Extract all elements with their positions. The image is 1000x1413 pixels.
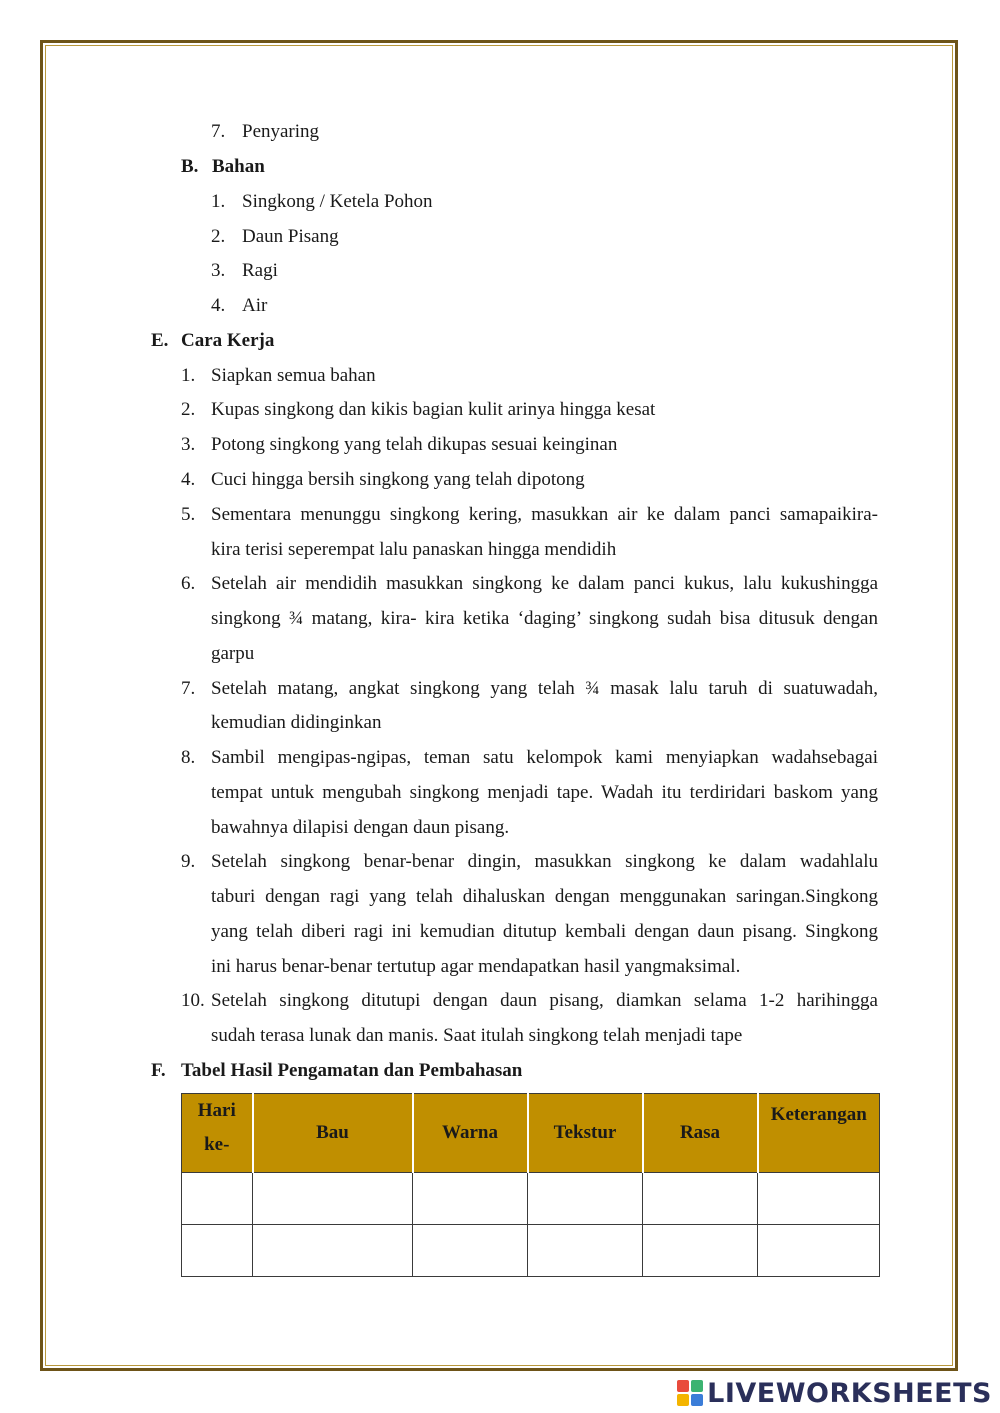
material-number: 1. (211, 191, 226, 212)
material-number: 2. (211, 226, 226, 247)
section-e-title: Cara Kerja (181, 330, 275, 351)
table-cell[interactable] (182, 1225, 253, 1277)
material-number: 4. (211, 295, 226, 316)
table-cell[interactable] (643, 1225, 758, 1277)
step-number: 9. (181, 851, 196, 872)
section-b-label: B. (181, 156, 199, 177)
material-item: Air (242, 295, 268, 316)
table-cell[interactable] (758, 1225, 880, 1277)
step-number: 3. (181, 434, 196, 455)
header-color: Warna (413, 1094, 528, 1173)
step-text: Sambil mengipas-ngipas, teman satu kelompok kami menyiapkan wadahsebagai (211, 747, 878, 768)
step-text: Sementara menunggu singkong kering, masukkan air ke dalam panci samapaikira- (211, 504, 878, 525)
step-text: kemudian didinginkan (211, 712, 382, 733)
section-b-title: Bahan (212, 156, 265, 177)
step-text: ini harus benar-benar tertutup agar mendapatkan hasil yangmaksimal. (211, 956, 741, 977)
step-text: garpu (211, 643, 255, 664)
step-text: Setelah air mendidih masukkan singkong ke dalam panci kukus, lalu kukushingga (211, 573, 878, 594)
header-smell: Bau (253, 1094, 413, 1173)
step-number: 8. (181, 747, 196, 768)
table-cell[interactable] (528, 1173, 643, 1225)
step-number: 1. (181, 365, 196, 386)
header-texture: Tekstur (528, 1094, 643, 1173)
table-cell[interactable] (413, 1173, 528, 1225)
step-text: Setelah singkong benar-benar dingin, masukkan singkong ke dalam wadahlalu (211, 851, 878, 872)
step-number: 2. (181, 399, 196, 420)
liveworksheets-brand[interactable] (677, 1376, 992, 1410)
step-text: bawahnya dilapisi dengan daun pisang. (211, 817, 510, 838)
header-taste: Rasa (643, 1094, 758, 1173)
material-item: Singkong / Ketela Pohon (242, 191, 433, 212)
table-header-row (182, 1094, 880, 1173)
tool-number: 7. (211, 121, 226, 142)
table-cell[interactable] (413, 1225, 528, 1277)
material-item: Daun Pisang (242, 226, 339, 247)
section-e-label: E. (151, 330, 169, 351)
liveworksheets-logo-icon (677, 1380, 703, 1406)
step-text: Siapkan semua bahan (211, 365, 376, 386)
header-day-line1: Hari (197, 1100, 236, 1121)
step-number: 4. (181, 469, 196, 490)
step-number: 6. (181, 573, 196, 594)
observation-table (181, 1093, 880, 1277)
header-notes: Keterangan (758, 1094, 880, 1173)
step-text: Potong singkong yang telah dikupas sesuai keinginan (211, 434, 618, 455)
step-text: kira terisi seperempat lalu panaskan hingga mendidih (211, 539, 617, 560)
section-f-title: Tabel Hasil Pengamatan dan Pembahasan (181, 1060, 523, 1081)
step-text: tempat untuk mengubah singkong menjadi tape. Wadah itu terdiridari baskom yang (211, 782, 878, 803)
section-f-label: F. (151, 1060, 166, 1081)
table-row (182, 1173, 880, 1225)
header-day-line2: ke- (204, 1134, 230, 1155)
material-number: 3. (211, 260, 226, 281)
step-text: singkong ¾ matang, kira- kira ketika ‘daging’ singkong sudah bisa ditusuk dengan (211, 608, 878, 629)
step-number: 5. (181, 504, 196, 525)
step-text: yang telah diberi ragi ini kemudian ditutup kembali dengan daun pisang. Singkong (211, 921, 878, 942)
header-day (182, 1094, 253, 1173)
step-text: Setelah matang, angkat singkong yang telah ¾ masak lalu taruh di suatuwadah, (211, 678, 878, 699)
step-text: sudah terasa lunak dan manis. Saat itulah singkong telah menjadi tape (211, 1025, 743, 1046)
step-text: Setelah singkong ditutupi dengan daun pisang, diamkan selama 1-2 harihingga (211, 990, 878, 1011)
step-text: Cuci hingga bersih singkong yang telah dipotong (211, 469, 585, 490)
material-item: Ragi (242, 260, 278, 281)
table-cell[interactable] (643, 1173, 758, 1225)
table-cell[interactable] (253, 1173, 413, 1225)
table-row (182, 1225, 880, 1277)
step-number: 10. (181, 990, 205, 1011)
step-number: 7. (181, 678, 196, 699)
liveworksheets-wordmark: LIVEWORKSHEETS (707, 1377, 992, 1409)
step-text: Kupas singkong dan kikis bagian kulit arinya hingga kesat (211, 399, 656, 420)
table-cell[interactable] (182, 1173, 253, 1225)
table-cell[interactable] (758, 1173, 880, 1225)
table-cell[interactable] (528, 1225, 643, 1277)
step-text: taburi dengan ragi yang telah dihaluskan dengan menggunakan saringan.Singkong (211, 886, 878, 907)
table-cell[interactable] (253, 1225, 413, 1277)
tool-item: Penyaring (242, 121, 320, 142)
